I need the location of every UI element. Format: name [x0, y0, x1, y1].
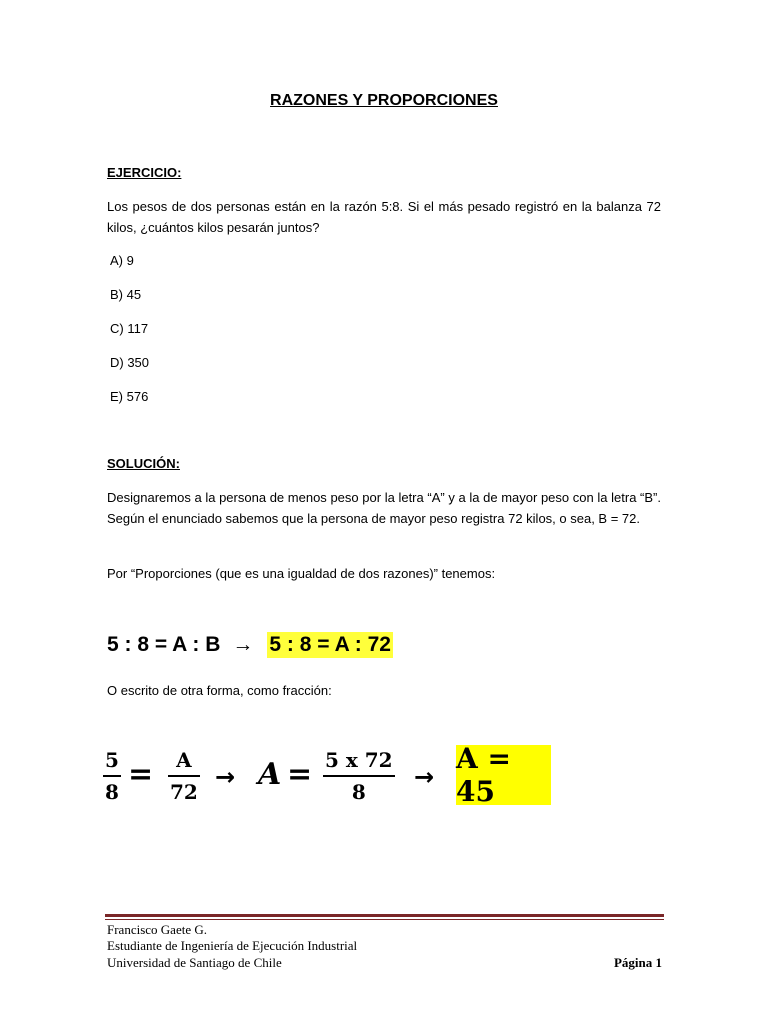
fraction-denominator: 8 [105, 780, 119, 804]
fraction-numerator: 5 x 72 [325, 748, 393, 772]
footer-rule-thin [105, 919, 664, 920]
equals-sign: = [287, 757, 313, 792]
fraction-numerator: A [176, 748, 192, 772]
equals-sign: = [128, 757, 154, 792]
footer-author: Francisco Gaete G. [107, 922, 207, 937]
option-a: A) 9 [110, 253, 134, 268]
equation-left: 5 : 8 = A : B [107, 633, 221, 656]
option-e: E) 576 [110, 389, 149, 404]
footer-role: Estudiante de Ingeniería de Ejecución Industrial [107, 938, 358, 953]
solution-text: Designaremos a la persona de menos peso por la letra “A” y a la de mayor peso con la letra “B”. Según el enunciado sabemos que la persona de mayor peso registra 72 kilos, o sea, B = 72. [107, 490, 661, 526]
fraction-5-over-8 [103, 748, 121, 804]
option-d: D) 350 [110, 355, 150, 370]
proportion-intro: Por “Proporciones (que es una igualdad de dos razones)” tenemos: [107, 566, 496, 581]
footer-university: Universidad de Santiago de Chile [107, 955, 282, 970]
fraction-numerator: 5 [105, 748, 119, 772]
solution-label: SOLUCIÓN: [107, 456, 180, 471]
footer-page-number: Página 1 [613, 955, 662, 970]
equation-right-highlight: 5 : 8 = A : 72 [269, 633, 391, 656]
proportion-equation [107, 632, 393, 658]
result-text: A = 45 [456, 742, 511, 808]
fraction-intro: O escrito de otra forma, como fracción: [107, 683, 332, 698]
option-c: C) 117 [110, 321, 149, 336]
arrow-icon: → [232, 633, 254, 656]
fraction-a-over-72 [168, 748, 200, 804]
variable-a: A [258, 757, 282, 792]
result-highlight [456, 742, 551, 808]
fraction-bar [323, 775, 395, 777]
fraction-bar [103, 775, 121, 777]
exercise-label: EJERCICIO: [107, 165, 182, 180]
footer-rule [105, 914, 664, 917]
exercise-text: Los pesos de dos personas están en la razón 5:8. Si el más pesado registró en la balanza 72 kilos, ¿cuántos kilos pesarán juntos? [107, 199, 661, 235]
option-b: B) 45 [110, 287, 142, 302]
arrow-icon: → [414, 763, 435, 791]
fraction-5x72-over-8 [323, 748, 395, 804]
fraction-denominator: 72 [170, 780, 198, 804]
page-title: RAZONES Y PROPORCIONES [270, 92, 498, 109]
fraction-bar [168, 775, 200, 777]
fraction-denominator: 8 [351, 780, 366, 804]
arrow-icon: → [215, 763, 236, 791]
